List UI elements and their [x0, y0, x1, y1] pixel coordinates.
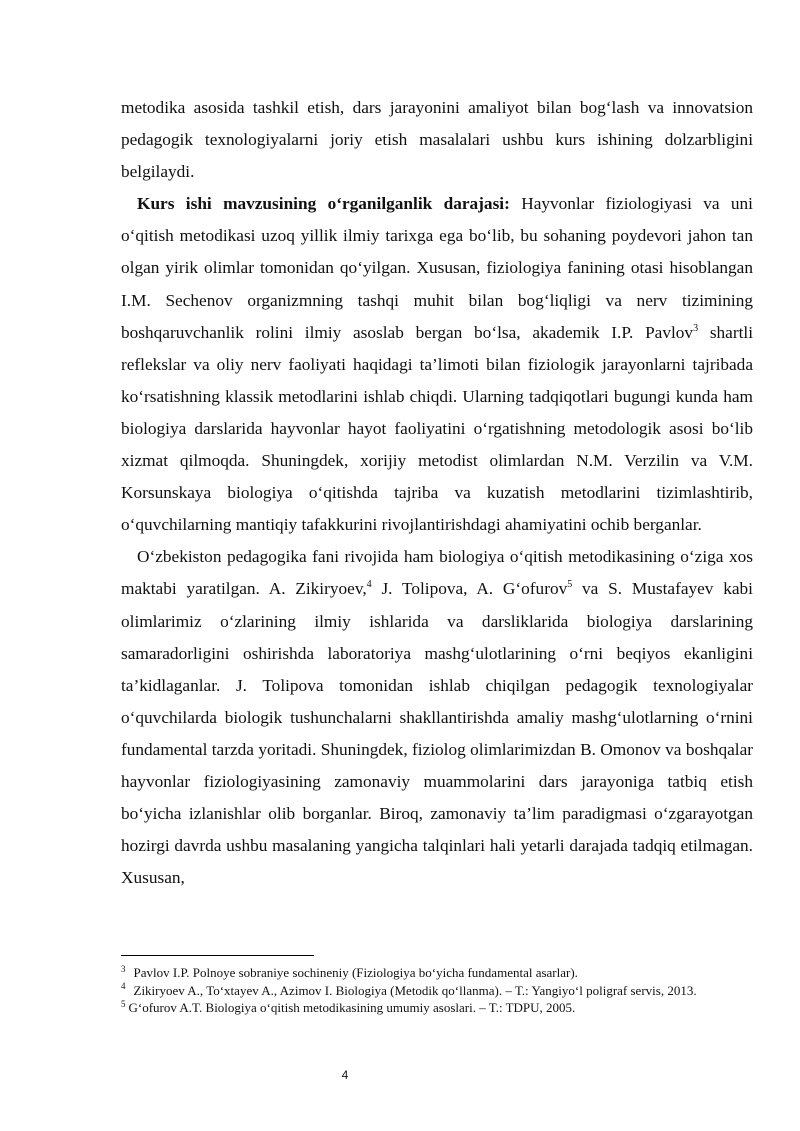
- paragraph-2-text-a: Hayvonlar fiziologiyasi va uni o‘qitish metodikasi uzoq yillik ilmiy tarixga ega bo‘lib, bu sohaning poydevori jahon tan olgan yirik olimlar tomonidan qo‘yilgan. Xususan, fiziologiya fanining otasi hisoblangan I.M. Sechenov organizmning tashqi muhit bilan bog‘liqligi va nerv tizimining boshqaruvchanlik rolini ilmiy asoslab bergan bo‘lsa, akademik I.P. Pavlov: [121, 194, 753, 342]
- footnote-5: [121, 999, 753, 1017]
- footnote-ref-3[interactable]: 3: [693, 322, 699, 334]
- footnotes: [121, 964, 753, 1017]
- page-number: 4: [341, 1068, 349, 1082]
- footnote-text: Pavlov I.P. Polnoye sobraniye sochineniy (Fiziologiya bo‘yicha fundamental asarlar).: [133, 965, 578, 980]
- footnote-mark: 3: [121, 963, 126, 974]
- paragraph-1: [121, 92, 753, 188]
- body-text: [121, 92, 753, 894]
- paragraph-3-text-a: O‘zbekiston pedagogika fani rivojida ham biologiya o‘qitish metodikasining o‘ziga xos maktabi yaratilgan. A. Zikiryoev,: [121, 547, 753, 599]
- footnote-3: [121, 964, 753, 982]
- paragraph-3-text-c: va S. Mustafayev kabi olimlarimiz o‘zlarining ilmiy ishlarida va darsliklarida biologiya darslarining samaradorligini oshirishda laboratoriya mashg‘ulotlarining o‘rni beqiyos ekanligini ta’kidlaganlar. J. Tolipova tomonidan ishlab chiqilgan pedagogik texnologiyalar o‘quvchilarda biologik tushunchalarni shakllantirishda amaliy mashg‘ulotlarning o‘rnini fundamental tarzda yoritadi. Shuningdek, fiziolog olimlarimizdan B. Omonov va boshqalar hayvonlar fiziologiyasining zamonaviy muammolarini dars jarayoniga tatbiq etish bo‘yicha izlanishlar olib borganlar. Biroq, zamonaviy ta’lim paradigmasi o‘zgarayotgan hozirgi davrda ushbu masalaning yangicha talqinlari hali yetarli darajada tadqiq etilmagan. Xususan,: [121, 579, 753, 888]
- paragraph-3-text-b: J. Tolipova, A. G‘ofurov: [371, 579, 568, 599]
- footnote-ref-5[interactable]: 5: [567, 579, 573, 591]
- paragraph-1-text: metodika asosida tashkil etish, dars jarayonini amaliyot bilan bog‘lash va innovatsion pedagogik texnologiyalarni joriy etish masalalari ushbu kurs ishining dolzarbligini belgilaydi.: [121, 98, 753, 182]
- footnote-ref-4[interactable]: 4: [366, 579, 372, 591]
- footnote-text: Zikiryoev A., To‘xtayev A., Azimov I. Biologiya (Metodik qo‘llanma). – T.: Yangiyo‘l poligraf servis, 2013.: [133, 982, 697, 998]
- paragraph-3: [121, 541, 753, 894]
- footnote-mark: 4: [121, 981, 126, 992]
- footnote-4: [121, 982, 753, 1000]
- footnote-text: G‘ofurov A.T. Biologiya o‘qitish metodikasining umumiy asoslari. – T.: TDPU, 2005.: [128, 1000, 576, 1015]
- section-heading: Kurs ishi mavzusining o‘rganilganlik darajasi:: [137, 194, 510, 214]
- footnote-mark: 5: [121, 998, 126, 1009]
- footnote-separator: [121, 955, 314, 956]
- paragraph-2: [121, 188, 753, 541]
- paragraph-2-text-b: shartli reflekslar va oliy nerv faoliyati haqidagi ta’limoti bilan fiziologik jarayonlarni tajribada ko‘rsatishning klassik metodlarini ishlab chiqdi. Ularning tadqiqotlari bugungi kunda ham biologiya darslarida hayvonlar hayot faoliyatini o‘rgatishning metodologik asosi bo‘lib xizmat qilmoqda. Shuningdek, xorijiy metodist olimlardan N.M. Verzilin va V.M. Korsunskaya biologiya o‘qitishda tajriba va kuzatish metodlarini tizimlashtirib, o‘quvchilarning mantiqiy tafakkurini rivojlantirishdagi ahamiyatini ochib berganlar.: [121, 322, 754, 535]
